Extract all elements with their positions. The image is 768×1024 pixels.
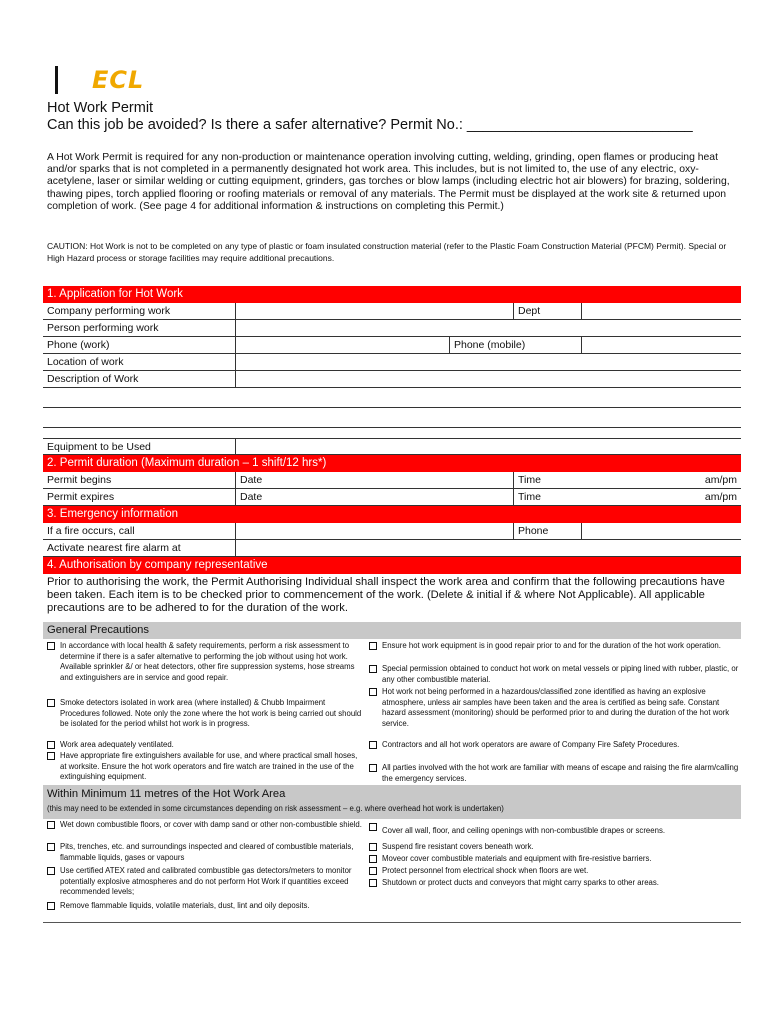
checklist-item[interactable]: Shutdown or protect ducts and conveyors that might carry sparks to other areas.: [369, 878, 739, 889]
checkbox[interactable]: [369, 843, 377, 851]
checkbox[interactable]: [47, 699, 55, 707]
checkbox[interactable]: [47, 843, 55, 851]
checklist-item[interactable]: In accordance with local health & safety requirements, perform a risk assessment to determine if there is a safer alternative to performing the job without using hot work. Available sprinkler &/ or heat detectors, other fire suppression systems, hose streams and extinguishers are in service and good repair.: [47, 641, 363, 683]
section-2-header: [43, 455, 741, 472]
person-label: Person performing work: [47, 322, 159, 334]
checklist-item[interactable]: Suspend fire resistant covers beneath work.: [369, 842, 739, 853]
equipment-label: Equipment to be Used: [47, 441, 151, 453]
checkbox[interactable]: [369, 867, 377, 875]
emergency-phone-label: Phone: [513, 523, 581, 539]
checkbox[interactable]: [369, 665, 377, 673]
checklist-item[interactable]: Special permission obtained to conduct hot work on metal vessels or piping lined with rubber, plastic, or any other combustible material.: [369, 664, 739, 685]
dept-field[interactable]: [581, 303, 741, 319]
description-label: Description of Work: [47, 373, 139, 385]
alarm-row: [43, 540, 741, 557]
expires-time-field[interactable]: Time: [513, 489, 741, 505]
company-field[interactable]: [235, 303, 513, 319]
fire-call-row: [43, 523, 741, 540]
checkbox[interactable]: [47, 821, 55, 829]
checklist-item[interactable]: Protect personnel from electrical shock when floors are wet.: [369, 866, 739, 877]
checkbox[interactable]: [47, 867, 55, 875]
checkbox[interactable]: [369, 855, 377, 863]
checklist-item[interactable]: Remove flammable liquids, volatile materials, dust, lint and oily deposits.: [47, 901, 363, 912]
checkbox[interactable]: [369, 823, 377, 831]
section-4-header: [43, 557, 741, 574]
checklist-item[interactable]: Ensure hot work equipment is in good repair prior to and for the duration of the hot work operation.: [369, 641, 739, 652]
expires-label: Permit expires: [47, 491, 115, 503]
section-2-title: 2. Permit duration (Maximum duration – 1 shift/12 hrs*): [47, 457, 327, 469]
emergency-phone-field[interactable]: [581, 523, 741, 539]
description-field[interactable]: [235, 371, 741, 387]
checklist-item[interactable]: Pits, trenches, etc. and surroundings inspected and cleared of combustible materials, flammable liquids, gases or vapours: [47, 842, 363, 863]
company-label: Company performing work: [47, 305, 171, 317]
expires-row: [43, 489, 741, 506]
checkbox[interactable]: [369, 764, 377, 772]
fire-call-field[interactable]: [235, 523, 513, 539]
checkbox[interactable]: [47, 741, 55, 749]
description-line-2[interactable]: [43, 388, 741, 408]
checklist-item[interactable]: Wet down combustible floors, or cover with damp sand or other non-combustible shield.: [47, 820, 363, 831]
equipment-field[interactable]: [235, 439, 741, 454]
hot-work-area-note: (this may need to be extended in some circumstances depending on risk assessment – e.g. where overhead hot work is undertaken): [47, 804, 504, 813]
begins-label: Permit begins: [47, 474, 112, 486]
checkbox[interactable]: [369, 642, 377, 650]
equipment-row: [43, 438, 741, 455]
description-row: [43, 371, 741, 388]
alarm-field[interactable]: [235, 540, 741, 556]
company-logo: ECL: [92, 66, 145, 94]
person-field[interactable]: [235, 320, 741, 336]
page-title: Hot Work Permit: [47, 100, 154, 116]
section-1-title: 1. Application for Hot Work: [47, 288, 183, 300]
spacer: [43, 428, 741, 438]
checkbox[interactable]: [47, 642, 55, 650]
checklist-item[interactable]: Cover all wall, floor, and ceiling openings with non-combustible drapes or screens.: [369, 822, 739, 837]
phone-work-label: Phone (work): [47, 339, 110, 351]
permit-form: [43, 286, 741, 574]
begins-ampm: am/pm: [704, 474, 737, 486]
checklist-item[interactable]: Hot work not being performed in a hazardous/classified zone identified as having an explosive atmosphere, unless air samples have been taken and the area is certified as being safe. Constant hazard assessment (monitoring) should be performed prior to and during the duration of the hot work service.: [369, 687, 739, 729]
begins-row: [43, 472, 741, 489]
phone-row: [43, 337, 741, 354]
checklist-item[interactable]: Use certified ATEX rated and calibrated combustible gas detectors/meters to monitor potentially explosive atmospheres and do not perform Hot Work if quantities exceed recommended levels;: [47, 866, 363, 898]
checkbox[interactable]: [369, 688, 377, 696]
expires-date-field[interactable]: Date: [235, 489, 513, 505]
section-4-title: 4. Authorisation by company representative: [47, 559, 268, 571]
begins-time-field[interactable]: Time: [513, 472, 741, 488]
checklist-item[interactable]: Work area adequately ventilated.: [47, 740, 363, 751]
person-row: [43, 320, 741, 337]
logo-divider: [55, 66, 58, 94]
authorisation-text: Prior to authorising the work, the Permit Authorising Individual shall inspect the work area and confirm that the following precautions have been taken. Each item is to be checked prior to commencement of the work. (Delete & initial if & where Not Applicable). All applicable precautions are to be adhered to for the duration of the work.: [47, 576, 725, 615]
checklist-item[interactable]: Moveor cover combustible materials and equipment with fire-resistive barriers.: [369, 854, 739, 865]
hot-work-area-title: Within Minimum 11 metres of the Hot Work Area: [47, 788, 286, 800]
checklist-item[interactable]: Contractors and all hot work operators are aware of Company Fire Safety Procedures.: [369, 740, 739, 751]
dept-label: Dept: [513, 303, 581, 319]
location-field[interactable]: [235, 354, 741, 370]
checkbox[interactable]: [369, 879, 377, 887]
checklist-item[interactable]: Have appropriate fire extinguishers available for use, and where practical small hoses, at worksite. Ensure the hot work operators and fire watch are trained in the use of the extinguishing equipment.: [47, 751, 363, 783]
expires-ampm: am/pm: [704, 491, 737, 503]
checklist-item[interactable]: Smoke detectors isolated in work area (where installed) & Chubb Impairment Procedures followed. Note only the zone where the hot work is being carried out should be isolated for the period whilst hot work is in progress.: [47, 698, 363, 730]
phone-mobile-label: Phone (mobile): [449, 337, 581, 353]
caution-note: CAUTION: Hot Work is not to be completed on any type of plastic or foam insulated construction material (refer to the Plastic Foam Construction Material (PFCM) Permit). Special or High Hazard process or storage facilities may require additional precautions.: [47, 241, 727, 264]
hot-work-area-header: [43, 785, 741, 819]
intro-paragraph: A Hot Work Permit is required for any non-production or maintenance operation involving cutting, welding, grinding, open flames or producing heat and/or sparks that is not completed in a permanently designated hot work area. This includes, but is not limited to, the use of any electric, oxy-acetylene, laser or similar welding or cutting equipment, grinders, gas torches or blow lamps (including electric hot air blowers) for brazing, soldering, thawing pipes, torch applied flooring or roofing materials or removal of any materials. The Permit must be displayed at the work site & returned upon completion of work. (See page 4 for additional information & instructions on completing this Permit.): [47, 152, 730, 212]
fire-call-label: If a fire occurs, call: [47, 525, 135, 537]
company-row: [43, 303, 741, 320]
checkbox[interactable]: [47, 902, 55, 910]
section-3-header: [43, 506, 741, 523]
section-divider: [43, 922, 741, 923]
phone-mobile-field[interactable]: [581, 337, 741, 353]
location-label: Location of work: [47, 356, 124, 368]
general-precautions-header: General Precautions: [43, 622, 741, 639]
permit-question: Can this job be avoided? Is there a safer alternative? Permit No.: ____________________________: [47, 117, 693, 133]
alarm-label: Activate nearest fire alarm at: [47, 542, 181, 554]
description-line-3[interactable]: [43, 408, 741, 428]
checkbox[interactable]: [369, 741, 377, 749]
phone-work-field[interactable]: [235, 337, 449, 353]
section-1-header: [43, 286, 741, 303]
checkbox[interactable]: [47, 752, 55, 760]
begins-date-field[interactable]: Date: [235, 472, 513, 488]
location-row: [43, 354, 741, 371]
checklist-item[interactable]: All parties involved with the hot work are familiar with means of escape and raising the fire alarm/calling the emergency services.: [369, 763, 739, 784]
section-3-title: 3. Emergency information: [47, 508, 179, 520]
